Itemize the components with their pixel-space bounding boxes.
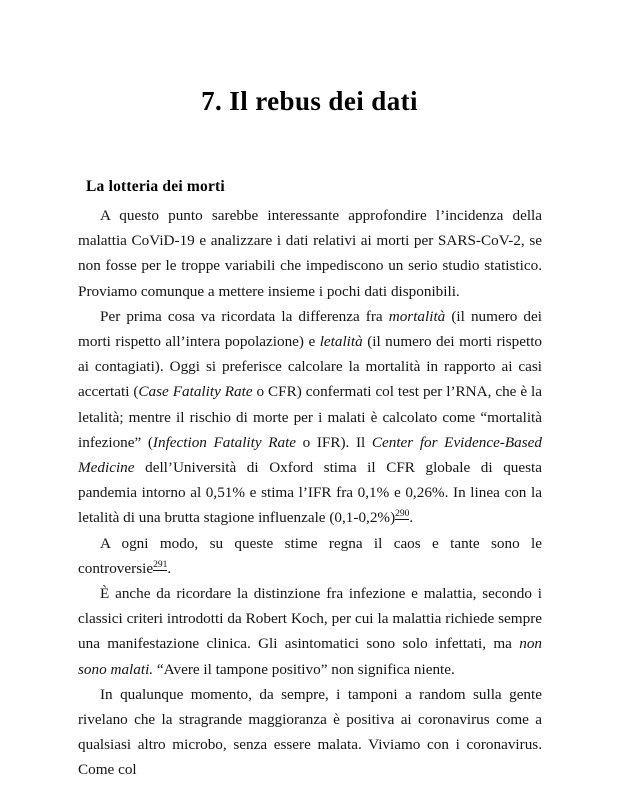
- body-text: o IFR). Il: [296, 433, 372, 451]
- paragraph: [78, 581, 542, 682]
- body-text: o CFR) confermati col test per l’RNA, che è la letalità; mentre il rischio di morte per i malati è calcolato come “mortalità infezione” (: [78, 383, 542, 451]
- paragraph: [78, 203, 542, 304]
- emphasis-text: Infection Fatality Rate: [152, 433, 297, 451]
- paragraph: [78, 531, 542, 581]
- body-text: Per prima cosa va ricordata la differenza fra: [100, 307, 389, 325]
- body-text: È anche da ricordare la distinzione fra infezione e malattia, secondo i classici criteri introdotti da Robert Koch, per cui la malattia richiede sempre una manifestazione clinica. Gli asintomatici sono solo infettati, ma: [78, 585, 542, 653]
- emphasis-text: Case Fatality Rate: [138, 383, 253, 401]
- paragraph: [78, 682, 542, 783]
- emphasis-text: non sono malati.: [78, 635, 542, 678]
- body-text-column: [78, 203, 542, 783]
- emphasis-text: mortalità: [388, 307, 446, 325]
- emphasis-text: letalità: [319, 333, 363, 351]
- section-heading: La lotteria dei morti: [86, 177, 225, 195]
- body-text: (il numero dei morti rispetto all’intera popolazione) e: [78, 307, 542, 351]
- footnote-reference[interactable]: 291: [153, 559, 168, 570]
- body-text: A questo punto sarebbe interessante approfondire l’incidenza della malattia CoViD-19 e analizzare i dati relativi ai morti per SARS-CoV-2, se non fosse per le troppe variabili che impediscono un serio studio statistico. Proviamo comunque a mettere insieme i pochi dati disponibili.: [78, 207, 542, 300]
- body-text: (il numero dei morti rispetto ai contagiati). Oggi si preferisce calcolare la mortalità in rapporto ai casi accertati (: [78, 333, 543, 401]
- footnote-reference[interactable]: 290: [395, 509, 410, 520]
- emphasis-text: Center for Evidence-Based Medicine: [78, 433, 542, 477]
- body-text: In qualunque momento, da sempre, i tamponi a random sulla gente rivelano che la stragrande maggioranza è positiva ai coronavirus come a qualsiasi altro microbo, senza essere malata. Viviamo con i coronavirus. Come col: [78, 685, 542, 779]
- body-text: A ogni modo, su queste stime regna il caos e tante sono le controversie: [78, 534, 542, 577]
- paragraph: [78, 304, 542, 531]
- page-title: 7. Il rebus dei dati: [201, 86, 418, 117]
- body-text: .: [409, 509, 414, 527]
- body-text: .: [167, 559, 172, 577]
- body-text: dell’Università di Oxford stima il CFR globale di questa pandemia intorno al 0,51% e stima l’IFR fra 0,1% e 0,26%. In linea con la letalità di una brutta stagione influenzale (0,1-0,2%): [78, 459, 542, 527]
- body-text: “Avere il tampone positivo” non significa niente.: [153, 660, 455, 678]
